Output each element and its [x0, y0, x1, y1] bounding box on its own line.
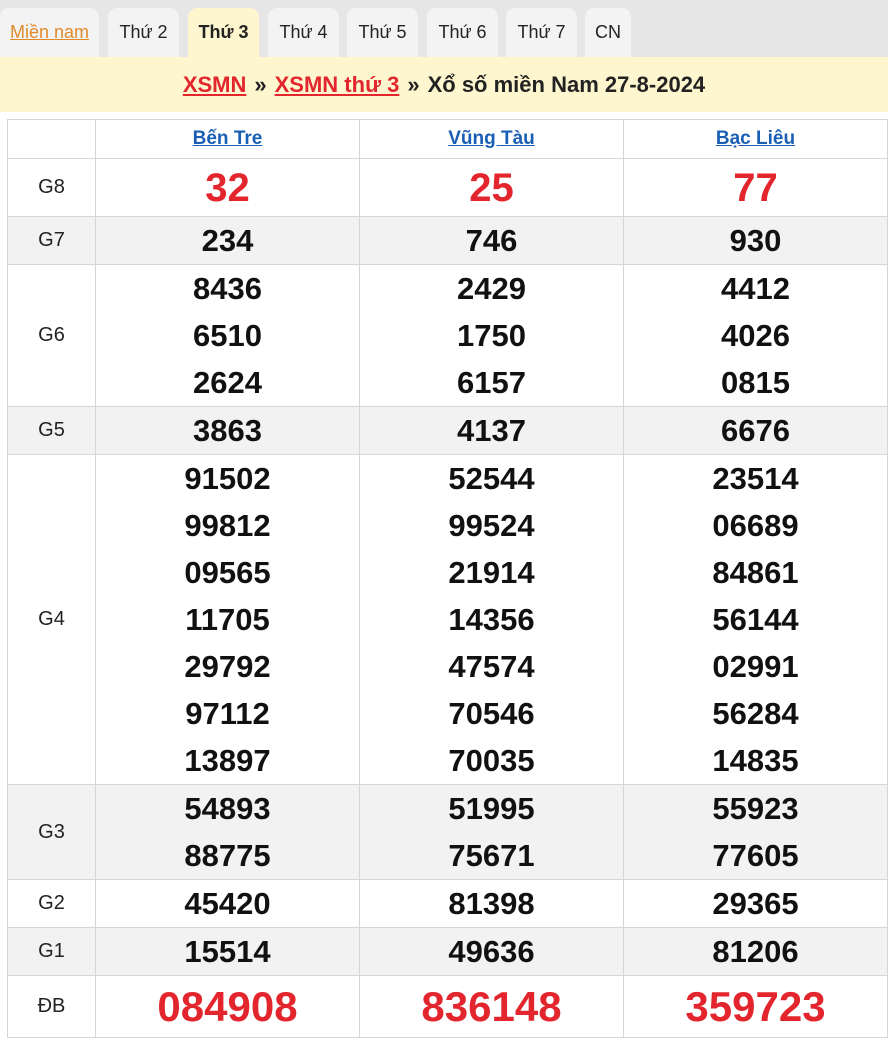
tab-thu-7[interactable]: Thứ 7	[506, 8, 577, 57]
table-header-row	[8, 120, 888, 159]
prize-label: G1	[8, 928, 96, 976]
prize-number: 25	[469, 165, 514, 210]
prize-cell	[624, 265, 888, 407]
prize-row-g5	[8, 407, 888, 455]
province-ben-tre-header[interactable]: Bến Tre	[96, 120, 360, 159]
prize-cell	[360, 785, 624, 880]
prize-number: 234	[201, 223, 254, 258]
prize-label: ĐB	[8, 976, 96, 1038]
prize-cell	[624, 880, 888, 928]
header-empty-cell	[8, 120, 96, 159]
prize-number: 55923	[712, 791, 799, 826]
prize-number: 81206	[712, 934, 799, 969]
breadcrumb-separator: »	[407, 71, 420, 97]
prize-row-g1	[8, 928, 888, 976]
prize-cell	[96, 785, 360, 880]
prize-cell	[624, 928, 888, 976]
tab-thu-5[interactable]: Thứ 5	[347, 8, 418, 57]
province-vung-tau-header[interactable]: Vũng Tàu	[360, 120, 624, 159]
prize-cell	[624, 785, 888, 880]
prize-number: 45420	[184, 886, 271, 921]
page-title-bar	[0, 57, 888, 112]
prize-number: 4026	[721, 318, 790, 353]
prize-cell	[96, 880, 360, 928]
prize-row-g8	[8, 159, 888, 217]
prize-number: 49636	[448, 934, 535, 969]
prize-label: G7	[8, 217, 96, 265]
prize-row-đb	[8, 976, 888, 1038]
prize-cell	[360, 217, 624, 265]
prize-cell	[360, 976, 624, 1038]
prize-number: 14356	[448, 602, 535, 637]
breadcrumb-xsmn-link[interactable]: XSMN	[182, 71, 247, 97]
prize-number: 2429	[457, 271, 526, 306]
prize-cell	[96, 455, 360, 785]
prize-number: 56144	[712, 602, 799, 637]
prize-cell	[624, 159, 888, 217]
prize-number: 75671	[448, 838, 535, 873]
prize-number: 52544	[448, 461, 535, 496]
prize-number: 359723	[685, 982, 826, 1030]
tab-thu-3[interactable]: Thứ 3	[188, 8, 259, 57]
prize-cell	[360, 880, 624, 928]
prize-number: 99524	[448, 508, 535, 543]
prize-rows	[8, 159, 888, 1038]
day-tabs	[0, 0, 888, 57]
prize-row-g7	[8, 217, 888, 265]
prize-cell	[96, 407, 360, 455]
prize-number: 54893	[184, 791, 271, 826]
prize-number: 32	[205, 165, 250, 210]
prize-number: 836148	[421, 982, 562, 1030]
prize-cell	[624, 407, 888, 455]
prize-cell	[360, 455, 624, 785]
prize-number: 29792	[184, 649, 271, 684]
prize-number: 97112	[185, 696, 270, 731]
prize-number: 77	[733, 165, 778, 210]
prize-number: 91502	[184, 461, 271, 496]
prize-row-g4	[8, 455, 888, 785]
prize-number: 13897	[184, 743, 271, 778]
prize-cell	[96, 928, 360, 976]
prize-cell	[360, 928, 624, 976]
prize-row-g3	[8, 785, 888, 880]
results-table	[7, 119, 888, 1038]
prize-label: G2	[8, 880, 96, 928]
prize-number: 06689	[712, 508, 799, 543]
prize-number: 23514	[712, 461, 799, 496]
breadcrumb-separator: »	[254, 71, 267, 97]
prize-number: 0815	[721, 365, 790, 400]
prize-cell	[96, 217, 360, 265]
prize-number: 81398	[448, 886, 535, 921]
prize-number: 99812	[184, 508, 271, 543]
tab-thu-2[interactable]: Thứ 2	[108, 8, 179, 57]
breadcrumb-xsmn-thu3-link[interactable]: XSMN thứ 3	[274, 71, 400, 97]
prize-cell	[96, 265, 360, 407]
prize-number: 930	[729, 223, 782, 258]
prize-label: G3	[8, 785, 96, 880]
prize-cell	[96, 159, 360, 217]
prize-number: 084908	[157, 982, 298, 1030]
prize-number: 70035	[448, 743, 535, 778]
prize-number: 14835	[712, 743, 799, 778]
prize-row-g6	[8, 265, 888, 407]
prize-cell	[624, 455, 888, 785]
prize-label: G5	[8, 407, 96, 455]
prize-number: 77605	[712, 838, 799, 873]
prize-number: 47574	[448, 649, 535, 684]
tab-thu-4[interactable]: Thứ 4	[268, 8, 339, 57]
prize-number: 4137	[457, 413, 526, 448]
prize-number: 11705	[185, 602, 270, 637]
page-title: Xổ số miền Nam 27-8-2024	[427, 71, 706, 97]
prize-number: 3863	[193, 413, 262, 448]
prize-number: 6676	[721, 413, 790, 448]
prize-number: 70546	[448, 696, 535, 731]
prize-cell	[624, 976, 888, 1038]
prize-cell	[360, 407, 624, 455]
prize-number: 746	[465, 223, 518, 258]
tab-cn[interactable]: CN	[585, 8, 631, 57]
prize-label: G4	[8, 455, 96, 785]
prize-number: 21914	[448, 555, 535, 590]
prize-number: 88775	[184, 838, 271, 873]
prize-number: 15514	[184, 934, 271, 969]
province-bac-lieu-header[interactable]: Bạc Liêu	[624, 120, 888, 159]
prize-number: 56284	[712, 696, 799, 731]
prize-cell	[96, 976, 360, 1038]
prize-label: G8	[8, 159, 96, 217]
tab-thu-6[interactable]: Thứ 6	[427, 8, 498, 57]
prize-number: 84861	[712, 555, 799, 590]
prize-number: 8436	[193, 271, 262, 306]
prize-number: 29365	[712, 886, 799, 921]
tab-mien-nam[interactable]: Miền nam	[0, 8, 99, 57]
prize-row-g2	[8, 880, 888, 928]
prize-number: 09565	[184, 555, 271, 590]
prize-cell	[360, 159, 624, 217]
prize-number: 6510	[193, 318, 262, 353]
prize-number: 2624	[193, 365, 262, 400]
prize-label: G6	[8, 265, 96, 407]
prize-cell	[624, 217, 888, 265]
prize-number: 4412	[721, 271, 790, 306]
prize-number: 02991	[712, 649, 799, 684]
prize-cell	[360, 265, 624, 407]
prize-number: 51995	[448, 791, 535, 826]
prize-number: 6157	[457, 365, 526, 400]
prize-number: 1750	[457, 318, 526, 353]
